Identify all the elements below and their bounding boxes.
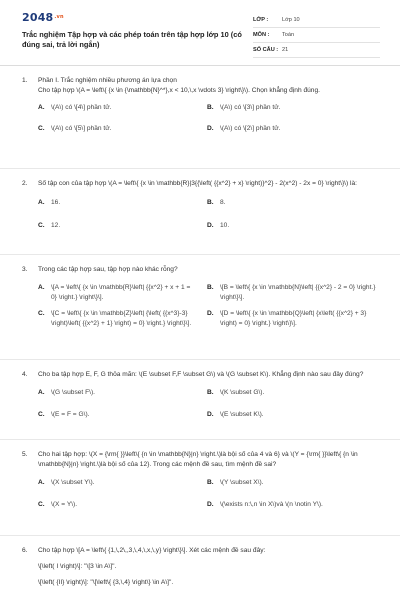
document-header [0, 0, 400, 66]
option-letter: C. [38, 500, 45, 508]
option-letter: A. [38, 388, 45, 396]
option-a[interactable] [38, 388, 207, 398]
option-b[interactable] [207, 283, 376, 303]
option-c[interactable] [38, 500, 207, 510]
question-number: 5. [22, 451, 28, 458]
meta-row-class [253, 13, 380, 28]
option-a[interactable] [38, 478, 207, 488]
option-text: \[B = \left\{ {x \in \mathbb{N}\left| {{x^2} - 2 = 0} \right.} \right\}\]. [220, 283, 376, 301]
option-d[interactable] [207, 221, 376, 231]
option-c[interactable] [38, 124, 207, 134]
option-text: 8. [220, 198, 226, 206]
option-a[interactable] [38, 283, 207, 303]
option-letter: D. [207, 221, 214, 229]
question-text: Cho tập hợp \[A = \left\{ {1,\,2\,,3,\,4,\,x,\,y} \right\}\]. Xét các mệnh đề sau đây: [38, 547, 266, 554]
question-number: 3. [22, 266, 28, 273]
statement-item: \[\left( {II} \right)\]: "\[\left\{ {3,\,4} \right\} \in A\]". [38, 578, 174, 586]
option-letter: C. [38, 124, 45, 132]
option-d[interactable] [207, 309, 376, 329]
option-b[interactable] [207, 103, 376, 113]
option-d[interactable] [207, 124, 376, 134]
question-text: Trong các tập hợp sau, tập hợp nào khác rỗng? [38, 266, 178, 273]
option-letter: C. [38, 221, 45, 229]
option-text: \(X = Y\). [51, 500, 78, 508]
option-letter: D. [207, 410, 214, 418]
meta-table [253, 13, 380, 58]
option-d[interactable] [207, 500, 376, 510]
question-number: 6. [22, 547, 28, 554]
question-item [0, 76, 400, 169]
question-item [0, 360, 400, 440]
option-text: \(\exists n:\,n \in X\)và \(n \notin Y\). [220, 500, 323, 508]
document-title: Trắc nghiệm Tập hợp và các phép toán trên tập hợp lớp 10 (có đúng sai, trả lời ngắn) [22, 30, 242, 49]
option-letter: B. [207, 198, 214, 206]
option-letter: A. [38, 478, 45, 486]
question-item [0, 440, 400, 536]
option-c[interactable] [38, 309, 207, 329]
option-text: \[C = \left\{ {x \in \mathbb{Z}\left| {\left( {{x^3}-3} \right)\left( {{x^2} + 1} \right) = 0} \right.} \right\}\]. [51, 309, 192, 327]
option-letter: B. [207, 478, 214, 486]
question-text: Cho hai tập hợp: \(X = {\rm{ }}\left\{ {n \in \mathbb{N}|n} \right.\)là bội số của 4 và 6} và \(Y = {\rm{ }}\left\{ {n \in \mathbb{N}|n} \right.\)là bội số của 12}. Trong các mệnh đề sau, tìm mệnh đề sai? [38, 451, 358, 468]
question-text: Cho ba tập hợp E, F, G thỏa mãn: \(E \subset F,F \subset G\) và \(G \subset K\). Khẳng định nào sau đây đúng? [38, 371, 364, 378]
option-letter: D. [207, 124, 214, 132]
meta-key: MÔN : [253, 31, 270, 38]
option-letter: B. [207, 388, 214, 396]
option-text: 10. [220, 221, 230, 229]
question-number: 1. [22, 77, 28, 84]
option-letter: B. [207, 103, 214, 111]
question-number: 2. [22, 180, 28, 187]
logo-main: 2048 [22, 11, 54, 24]
meta-row-subject [253, 28, 380, 43]
option-text: \(A\) có \[4\] phần tử. [51, 103, 112, 111]
question-list [0, 76, 400, 596]
question-item [0, 536, 400, 596]
option-letter: A. [38, 283, 45, 291]
meta-key: SỐ CÂU : [253, 46, 279, 53]
option-text: \(Y \subset X\). [220, 478, 264, 486]
option-text: \[A = \left\{ {x \in \mathbb{R}\left| {{x^2} + x + 1 = 0} \right.} \right\}\]. [51, 283, 191, 301]
question-item [0, 169, 400, 255]
option-text: \(A\) có \[3\] phần tử. [220, 103, 281, 111]
option-text: 12. [51, 221, 61, 229]
question-number: 4. [22, 371, 28, 378]
option-c[interactable] [38, 410, 207, 420]
meta-value: 21 [282, 46, 289, 53]
option-text: \(K \subset G\). [220, 388, 265, 396]
question-text: Cho tập hợp \(A = \left\{ {x \in {\mathbb{N}^*},x < 10,\,x \vdots 3} \right\}\). Chọn khẳng định đúng. [38, 86, 320, 94]
option-a[interactable] [38, 103, 207, 113]
section-heading: Phần I. Trắc nghiệm nhiều phương án lựa chọn [38, 77, 177, 84]
option-a[interactable] [38, 198, 207, 208]
question-text: Số tập con của tập hợp \(A = \left\{ {x \in \mathbb{R}|3{{\left( {{x^2} + x} \right)}^2} - 2(x^2) - 2x = 0} \right\}\) là: [38, 180, 358, 187]
option-letter: A. [38, 198, 45, 206]
option-letter: A. [38, 103, 45, 111]
option-letter: D. [207, 309, 214, 317]
option-letter: D. [207, 500, 214, 508]
option-letter: C. [38, 410, 45, 418]
option-text: \[D = \left\{ {x \in \mathbb{Q}\left| {x\left( {{x^2} + 3} \right) = 0} \right.} \right\}\]. [220, 309, 367, 327]
logo-suffix: .vn [54, 14, 64, 21]
options-grid [38, 198, 376, 231]
options-grid [38, 478, 376, 510]
meta-row-count [253, 43, 380, 58]
option-letter: B. [207, 283, 214, 291]
option-d[interactable] [207, 410, 376, 420]
options-grid [38, 283, 376, 329]
meta-value: Lớp 10 [282, 16, 300, 23]
option-text: \(E \subset K\). [220, 410, 264, 418]
statement-item: \[\left( I \right)\]: "\[3 \in A\]". [38, 562, 117, 570]
option-b[interactable] [207, 198, 376, 208]
option-b[interactable] [207, 478, 376, 488]
option-text: \(G \subset F\). [51, 388, 95, 396]
option-text: \(A\) có \[2\] phần tử. [220, 124, 281, 132]
option-text: \(A\) có \[5\] phần tử. [51, 124, 112, 132]
meta-value: Toán [282, 31, 295, 38]
option-text: 16. [51, 198, 61, 206]
option-c[interactable] [38, 221, 207, 231]
options-grid [38, 388, 376, 420]
option-text: \(X \subset Y\). [51, 478, 95, 486]
option-letter: C. [38, 309, 45, 317]
question-item [0, 255, 400, 360]
option-text: \(E = F = G\). [51, 410, 90, 418]
options-grid [38, 103, 376, 134]
option-b[interactable] [207, 388, 376, 398]
meta-key: LỚP : [253, 16, 269, 23]
